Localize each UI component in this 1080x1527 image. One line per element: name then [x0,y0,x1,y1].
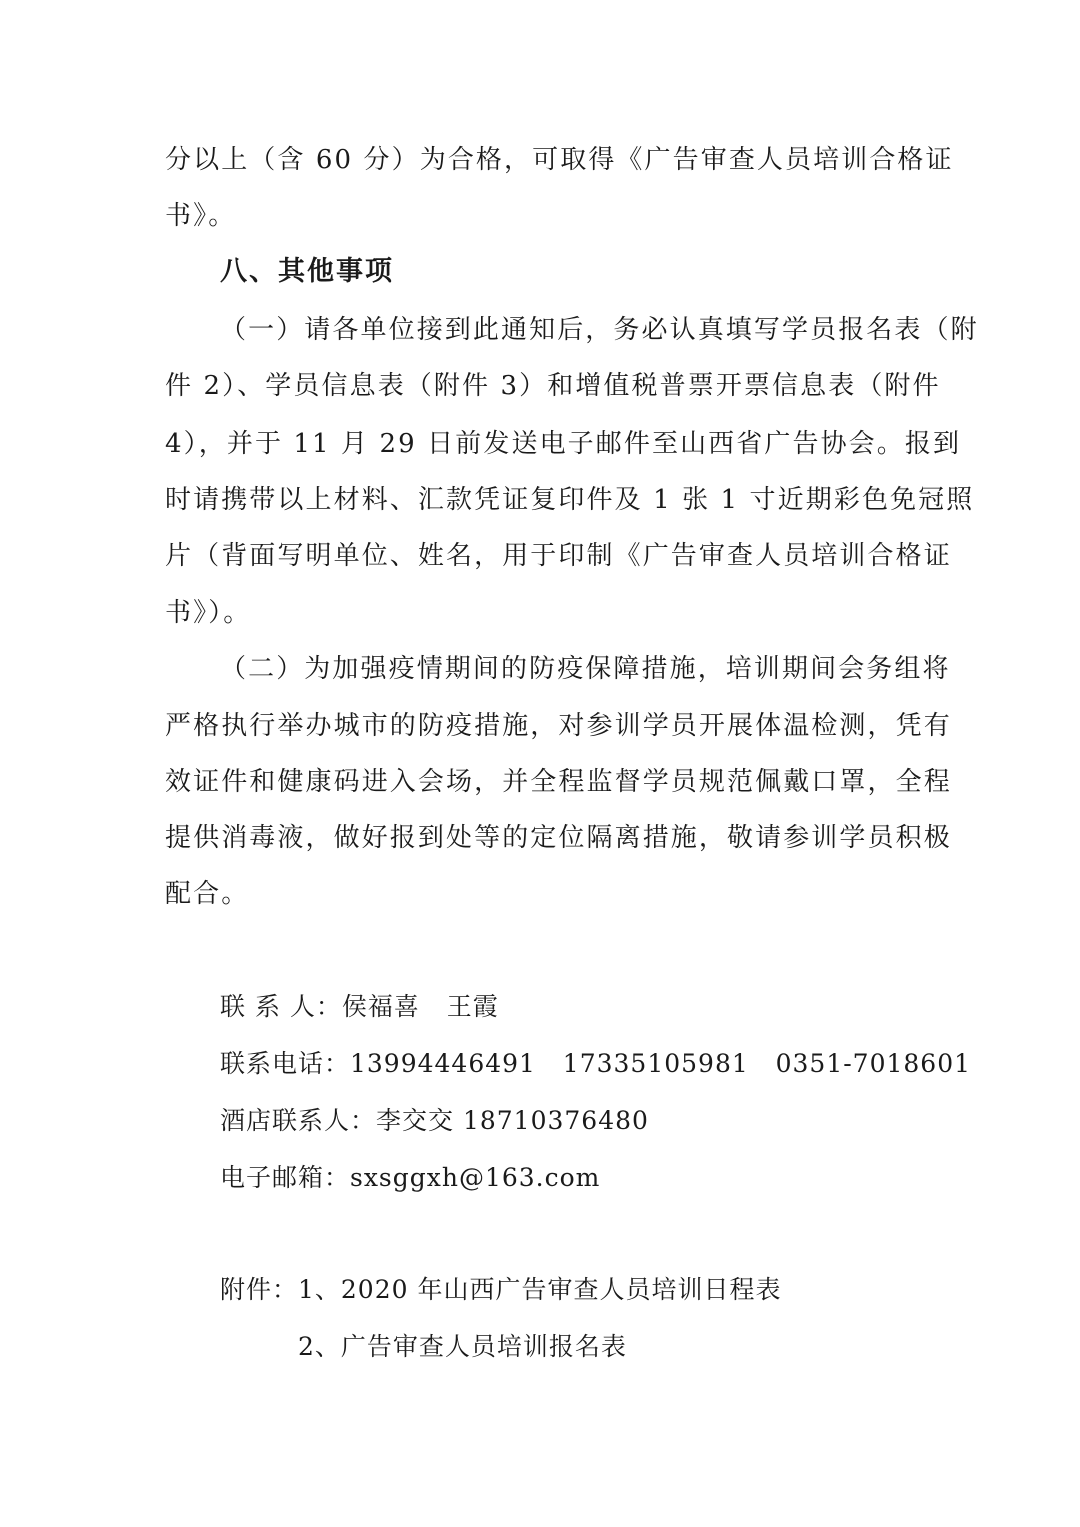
intro-line-2: 书》。 [165,201,237,231]
para1-line-4: 时请携带以上材料、汇款凭证复印件及 1 张 1 寸近期彩色免冠照 [165,485,975,515]
para2-line-2: 严格执行举办城市的防疫措施，对参训学员开展体温检测，凭有 [165,711,952,741]
para2-line-4: 提供消毒液，做好报到处等的定位隔离措施，敬请参训学员积极 [165,823,952,853]
para2-line-3: 效证件和健康码进入会场，并全程监督学员规范佩戴口罩，全程 [165,767,952,797]
contact-email: 电子邮箱：sxsggxh@163.com [220,1163,601,1192]
contact-person: 联 系 人：侯福喜 王霞 [220,992,499,1021]
section-heading: 八、其他事项 [220,256,394,287]
para1-line-5: 片（背面写明单位、姓名，用于印制《广告审查人员培训合格证 [165,541,952,571]
para1-line-1: （一）请各单位接到此通知后，务必认真填写学员报名表（附 [220,315,979,345]
para1-line-2: 件 2）、学员信息表（附件 3）和增值税普票开票信息表（附件 [165,371,941,401]
hotel-contact: 酒店联系人：李交交 18710376480 [220,1106,649,1135]
para1-line-6: 书》）。 [165,598,252,628]
contact-phone: 联系电话：13994446491 17335105981 0351-7018601 [220,1049,972,1078]
attachment-line-2: 2、广告审查人员培训报名表 [298,1332,627,1361]
para2-line-5: 配合。 [165,879,250,909]
para2-line-1: （二）为加强疫情期间的防疫保障措施，培训期间会务组将 [220,654,951,684]
attachment-line-1: 附件：1、2020 年山西广告审查人员培训日程表 [220,1275,782,1304]
para1-line-3: 4），并于 11 月 29 日前发送电子邮件至山西省广告协会。报到 [165,429,962,459]
intro-line-1: 分以上（含 60 分）为合格，可取得《广告审查人员培训合格证 [165,145,954,175]
